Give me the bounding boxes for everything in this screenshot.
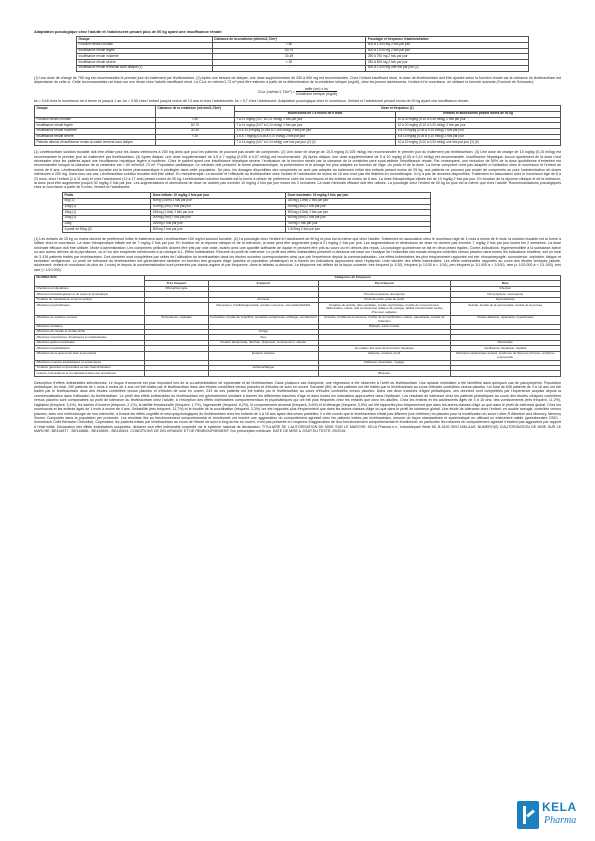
table1-title: Adaptation posologique chez l'adulte et l'adolescent pesant plus de 50 kg ayant une insuffisance rénale: — [34, 30, 223, 34]
table-cell: Perte de poids, prise de poids — [319, 297, 451, 302]
table-cell: Insuffisance hépatique, hépatite — [450, 346, 560, 351]
table-cell: 180mg (1,8ml) 2 fois par jour — [286, 198, 431, 204]
table-cell: 600mg (6ml) 2 fois par jour — [286, 215, 431, 221]
table-cell: Pancréatite — [450, 340, 560, 345]
table-cell: 500 à 1.500 mg 2 fois par jour — [366, 43, 529, 49]
table-cell: Insuffisance rénale modérée — [77, 54, 213, 60]
table-cell: 450mg (4,5ml) 2 fois par jour — [286, 210, 431, 216]
table-cell — [450, 371, 560, 376]
table-cell: Affections oculaires — [35, 324, 145, 329]
table-cell: Thrombocytopénie, leucopénie — [319, 292, 451, 297]
table-row — [35, 315, 561, 324]
header-cell: Catégories de fréquence — [145, 275, 561, 281]
table-cell: 3,5 à 10,5 mg/kg (0,035 à 0,105 ml/kg) 2 fois par jour — [234, 129, 395, 135]
formula-left: CLcr (ml/min/1,73m²) = — [257, 89, 295, 94]
table-cell: 500 à 1.000 mg une fois par jour (2) — [366, 65, 529, 71]
formula-numerator: taille (cm) x ks — [296, 87, 337, 92]
table-cell: Insuffisance rénale terminale sous dialyse (1) — [77, 65, 213, 71]
table-cell: 3,5 à 7 mg/kg (0,035 à 0,07 ml/kg) 2 fois par jour — [234, 134, 395, 140]
table-cell: 60mg (0,6ml) 2 fois par jour — [151, 198, 286, 204]
header-cell: Enfants et adolescents pesant moins de 50 kg — [396, 112, 561, 118]
table-cell: 25kg — [63, 221, 151, 227]
table-cell: Insuffisance rénale légère — [77, 48, 213, 54]
table-cell — [145, 303, 208, 316]
table-cell: Affections psychiatriques — [35, 303, 145, 316]
table-cell: Convulsion, trouble de l'équilibre, sensation vertigineuse, léthargie, tremblement — [208, 315, 318, 324]
table-cell: Lésions, intoxications et complications liées aux procédures — [35, 371, 145, 376]
table-cell: Insuffisance rénale modérée — [35, 129, 156, 135]
table-cell: 50-79 — [212, 48, 366, 54]
table-cell: Troubles généraux et anomalies au site d'administration — [35, 365, 145, 370]
table-cell: Fonction rénale normale — [35, 117, 156, 123]
table-cell: Faiblesse musculaire, myalgie — [319, 360, 451, 365]
table-cell: Amnésie, trouble de la mémoire, trouble de la coordination / ataxie, paresthésie, trouble de l'attention — [319, 315, 451, 324]
table-cell: 250 à 500 mg 2 fois par jour — [366, 60, 529, 66]
table-cell: - — [155, 140, 234, 146]
ks-paragraph: ks = 0,45 chez le nourrisson né à terme et jusqu'à 1 an; ks = 0,55 chez l'enfant jusqu'à moins de 13 ans et chez l'adolescente; ks = 0,7 chez l'adolescent. Adaptation posologique chez le nourrisson, l'enfant et l'adolescent pesant moins de 50 kg ayant une insuffisance rénale: — [34, 98, 469, 103]
table-cell: Rhinopharyngite — [145, 287, 208, 292]
header-cell: Dose et fréquence (1) — [234, 106, 560, 112]
table-cell: Pancytopénie, neutropénie — [450, 292, 560, 297]
header-cell: Clairance de la créatinine (ml/ min/1,73m²) — [155, 106, 234, 117]
table-cell: Affections du système nerveux — [35, 315, 145, 324]
table-cell: Tentative de suicide, idée suicidaire, trouble psychotique, trouble du comportement, hallucination, colère, état confusionnel, attaque de panique, labilité émotionnelle/ sautes d'humeur, agitation — [319, 303, 451, 316]
table-cell: 6kg (1) — [63, 198, 151, 204]
weight-dose-table — [62, 192, 431, 233]
table-cell: 250mg 2 fois par jour — [151, 221, 286, 227]
table-cell: Suicide, trouble de la personnalité, trouble de la pensée — [450, 303, 560, 316]
table-cell: Affections gastro-intestinales — [35, 340, 145, 345]
table-cell: 20kg (1) — [63, 215, 151, 221]
header-cell: Rare — [450, 281, 560, 287]
table-cell: > 80 — [212, 43, 366, 49]
table-cell: Nécrolyse épidermique toxique, syndrome de Stevens-Johnson, érythème polymorphe — [450, 351, 560, 360]
adverse-effects-table — [34, 275, 561, 377]
table-cell: Fonction rénale normale — [77, 43, 213, 49]
table-cell: Douleur abdominale, diarrhée, dyspepsie, vomissement, nausée — [208, 340, 318, 345]
table-cell: Affections de l'oreille et du labyrinthe — [35, 330, 145, 335]
table-cell: Patients atteints d'insuffisance rénale au stade terminal sous dialyse — [35, 140, 156, 146]
formula-denominator: Créatinine sérique (mg/dl) — [295, 92, 338, 97]
table-cell: Infections et infestations — [35, 287, 145, 292]
table-cell — [208, 371, 318, 376]
table-cell: Dépression, hostilité/agressivité, anxiété, insomnie, nervosité/irritabilité — [208, 303, 318, 316]
table-cell: 30-49 — [212, 54, 366, 60]
logo-sub: Pharma — [544, 815, 577, 826]
table-cell: 30-49 — [155, 129, 234, 135]
table-cell: Anomalies des tests de la fonction hépatique — [319, 346, 451, 351]
table-cell: Troubles du métabolisme et de la nutrition — [35, 297, 145, 302]
table-cell: 7 à 14 mg/kg (0,07 à 0,14 ml/kg) une fois par jour (2) (4) — [234, 140, 395, 146]
table-cell: Vertige — [208, 330, 318, 335]
table-cell: Affections hépatobiliaires — [35, 346, 145, 351]
header-cell: Nourrissons de 1 à moins de 6 mois — [234, 112, 395, 118]
adverse-intro-paragraph: (1) Les enfants de 25 kg ou moins doivent de préférence initier le traitement avec Lévétiracétam 100 mg/ml solution buvable. (2) La posologie chez l'enfant et l'adolescent de 50 kg et plus est la même que chez l'adulte. Traitement en association chez le nourrisson âgé de 1 mois à moins de 6 mois: la solution buvable est la forme à utiliser chez le nourrisson. La dose thérapeutique initiale est de 7 mg/kg 2 fois par jour. En fonction de la réponse clinique et de la tolérance, la dose peut être augmentée jusqu'à 21 mg/kg 2 fois par jour. Les augmentations et diminutions de dose ne doivent pas excéder 7 mg/kg 2 fois par jour toutes les 2 semaines. La dose minimale efficace doit être utilisée. Mode d'administration: Les comprimés pelliculés doivent être pris par voie orale, avalés avec une quantité suffisante de liquide et peuvent être pris au cours ou en dehors des repas. La posologie quotidienne se fait en deux prises égales. Contre-indications: Hypersensibilité à la substance active ou aux autres dérivés de la pyrrolidone, ou à l'un des excipients mentionnés à la rubrique 6.1. Effets indésirables: Résumé du profil de tolérance: Le profil des effets indésirables présenté ci-dessous est basé sur l'analyse de l'ensemble des essais cliniques contrôlés versus placebo dans toutes les indications étudiées, soit un total de 3 416 patients traités par lévétiracétam. Ces données sont complétées par celles de l'utilisation du lévétiracétam dans les études ouvertes correspondantes ainsi que par l'expérience depuis la commercialisation. Les effets indésirables les plus fréquemment rapportés ont été: rhinopharyngite, somnolence, céphalée, fatigue et sensation vertigineuse. Le profil de tolérance du lévétiracétam est généralement similaire en fonction des groupes d'âge (adultes et population pédiatrique) et à travers les indications approuvées dans l'épilepsie. Liste tabulée des effets indésirables: Les effets indésirables rapportés au cours des études cliniques (adulte, adolescent, enfant et nourrisson de plus de 1 mois) et depuis la commercialisation sont présentés par classe-organe et par fréquence, dans le tableau ci-dessous. La fréquence est définie de la façon suivante: très fréquent (≥ 1/10), fréquent (≥ 1/100 à < 1/10), peu fréquent (≥ 1/1.000 à < 1/100), rare (≥ 1/10.000 à < 1/1.000), très rare (< 1/10.000). — [34, 237, 561, 272]
table-row — [63, 227, 431, 233]
table-cell: 100mg (1ml) 2 fois par jour — [151, 204, 286, 210]
table-row — [35, 303, 561, 316]
table-cell — [145, 351, 208, 360]
table-cell: Affections hématologiques et du système lymphatique — [35, 292, 145, 297]
header-cell: Clairance de la créatinine (ml/min/1,73m²) — [212, 37, 366, 43]
table-cell: A partir de 50kg (2) — [63, 227, 151, 233]
table-cell: 500 à 1.000 mg 2 fois par jour — [366, 48, 529, 54]
formula-fraction — [296, 87, 337, 97]
table-row — [35, 371, 561, 376]
table-cell: > 80 — [155, 117, 234, 123]
table-cell: 50-79 — [155, 123, 234, 129]
adverse-effects-section — [34, 275, 561, 377]
pediatric-safety-paragraph: Description d'effets indésirables sélectionnés: Le risque d'anorexie est plus important lors de la co-administration de topiramate et de lévétiracétam. Dans plusieurs cas d'alopécie, une régression a été observée à l'arrêt du lévétiracétam. Une aplasie médullaire a été identifiée dans quelques cas de pancytopénie. Population pédiatrique: Au total, 190 patients de 1 mois à moins de 4 ans ont été traités par le lévétiracétam dans des études contrôlées versus placebo et d'études de suivi en ouvert. Soixante (60) de ces patients ont été traités par le lévétiracétam au cours d'études contrôlées versus placebo. Un total de 645 patients de 4 à 16 ans ont été traités par le lévétiracétam dans des études contrôlées versus placebo et d'études de suivi en ouvert. 233 de ces patients ont été traités par le lévétiracétam au cours d'études contrôlées versus placebo. Dans ces deux tranches d'âges pédiatriques, ces données sont complétées par l'expérience acquise depuis la commercialisation dans l'utilisation du lévétiracétam. Le profil des effets indésirables du lévétiracétam est généralement similaire à travers les différentes tranches d'âge et dans toutes les indications approuvées dans l'épilepsie. Les résultats de tolérance chez les patients pédiatriques au cours des études cliniques contrôlées versus placebo sont comparables au profil de tolérance du lévétiracétam chez l'adulte, à l'exception des effets indésirables comportementaux et psychiatriques qui ont été plus fréquents chez les enfants que chez les adultes. Chez les enfants et les adolescents âgés de 4 à 16 ans, des vomissements (très fréquent, 11,2%), l'agitation (fréquent, 3,4%), les sautes d'humeur (fréquent, 2,1%), la labilité émotionnelle (fréquent, 1,7%), l'agressivité (fréquent, 8,2%), le comportement anormal (fréquent, 5,6%) et la léthargie (fréquent, 3,9%) ont été rapportés plus fréquemment que dans les autres classes d'âge ou que dans le profil de tolérance global. Chez les nourrissons et les enfants âgés de 1 mois à moins de 4 ans, l'irritabilité (très fréquent, 11,7%) et le trouble de la coordination (fréquent, 3,3%) ont été rapportés plus fréquemment que dans les autres classes d'âge ou que dans le profil de tolérance global. Une étude de tolérance chez l'enfant, en double aveugle, contrôlée versus placebo, avec une méthodologie de non-infériorité, a évalué les effets cognitifs et neuropsychologiques du lévétiracétam chez les enfants de 4 à 16 ans ayant des crises partielles. Il a été conclu que le lévétiracétam n'était pas différent (non inférieur) du placebo pour la modification du score Leiter-R Attention and Memory, Memory Screen Composite dans la population per protocole. Les résultats liés au fonctionnement comportemental et émotionnel ont montré une aggravation du comportement agressif chez les patients traités par lévétiracétam, mesuré de façon standardisée et systématique en utilisant un instrument validé (questionnaire CBCL - Achenbach Child Behavior Checklist). Cependant, les patients traités par lévétiracétam au cours de l'étude de suivi à long terme en ouvert, n'ont pas présenté en moyenne d'aggravation de leur fonctionnement comportemental et émotionnel; en particulier les mesures du comportement agressif n'étaient pas aggravées par rapport à l'état initial. Déclaration des effets indésirables suspectés: déclarez tout effet indésirable suspecté via le système national de déclaration. TITULAIRE DE L'AUTORISATION DE MISE SUR LE MARCHE: KELA Pharma n.v., Industriepark West 68, B-9100 SINT-NIKLAAS. NUMERO(S) D'AUTORISATION DE MISE SUR LE MARCHE: BE416877 - BE416886 - BE416895 - BE416904. CONDITIONS DE DELIVRANCE ET DE REMBOURSEMENT: Sur prescription médicale. DATE DE MISE A JOUR DU TEXTE: 09/2016. — [34, 380, 561, 434]
table-cell: 500mg 2 fois par jour — [151, 227, 286, 233]
table-cell: Alopécie, eczéma, prurit — [319, 351, 451, 360]
table-cell — [145, 371, 208, 376]
schwartz-formula — [34, 87, 561, 97]
table-cell: 150mg (1,5ml) 2 fois par jour — [151, 210, 286, 216]
table-cell: Diplopie, vision trouble — [319, 324, 451, 329]
table-cell: Choréo-athétose, dyskinésie, hyperkinésie — [450, 315, 560, 324]
table-cell: 250 à 750 mg 2 fois par jour — [366, 54, 529, 60]
table-row — [35, 140, 561, 146]
header-cell: Dose maximale: 30 mg/kg 2 fois par jour — [286, 193, 431, 199]
table-cell: Affections musculo-squelettiques et systémiques — [35, 360, 145, 365]
table-cell: - — [212, 65, 366, 71]
pediatric-renal-dose-section — [34, 105, 561, 146]
table-cell: 750mg 2 fois par jour — [286, 221, 431, 227]
table-cell: Infection — [450, 287, 560, 292]
table-cell: 10 à 20 mg/kg (0,10 à 0,20 ml/kg) une fois par jour (3) (5) — [396, 140, 561, 146]
header-cell: Peu fréquent — [319, 281, 451, 287]
pediatric-notes-paragraph: (1) Levétiracétam solution buvable doit être utilisé pour les doses inférieures à 250 mg ainsi que pour les patients ne pouvant pas avaler de comprimés. (2) Une dose de charge de 10,5 mg/kg (0,105 ml/kg) est recommandée le premier jour du traitement par lévétiracétam. (3) Une dose de charge de 15 mg/kg (0,15 ml/kg) est recommandée le premier jour du traitement par lévétiracétam. (4) Après dialyse, une dose supplémentaire de 3,5 à 7 mg/kg (0,035 à 0,07 ml/kg) est recommandée. (5) Après dialyse, une dose supplémentaire de 5 à 10 mg/kg (0,05 à 0,10 ml/kg) est recommandée. Insuffisance hépatique: Aucun ajustement de la dose n'est nécessaire chez les patients ayant une insuffisance hépatique légère à modérée. Chez le patient ayant une insuffisance hépatique sévère, l'évaluation de la fonction rénale par la clairance de la créatinine peut sous-estimer l'insuffisance rénale. Par conséquent, une réduction de 50% de la dose quotidienne d'entretien est recommandée lorsque la clairance de la créatinine est < 60 ml/min/1,73 m². Population pédiatrique: Le médecin doit prescrire la forme pharmaceutique, la présentation et le dosage les plus adaptés en fonction de l'âge, du poids et de la dose. La forme comprimé n'est pas adaptée à l'utilisation chez le nourrisson et l'enfant de moins de 6 ans. Lévétiracétam solution buvable est la forme pharmaceutique à privilégier dans cette population. De plus, les dosages disponibles des comprimés ne sont pas adaptés au traitement initial des enfants pesant moins de 25 kg, aux patients ne pouvant pas avaler de comprimés ou pour l'administration de doses inférieures à 250 mg. Dans tous ces cas, Lévétiracétam solution buvable doit être utilisé. En monothérapie: La sécurité et l'efficacité du lévétiracétam chez l'enfant et l'adolescent de moins de 16 ans n'ont pas été établies en monothérapie. Il n'y a pas de données disponibles. Traitement en association chez le nourrisson âgé de 6 à 23 mois, chez l'enfant (2 à 11 ans) et chez l'adolescent (12 à 17 ans) pesant moins de 50 kg: Lévétiracétam solution buvable est la forme à utiliser de préférence chez les nourrissons et les enfants de moins de 6 ans. La dose thérapeutique initiale est de 10 mg/kg 2 fois par jour. En fonction de la réponse clinique et de la tolérance, la dose peut être augmentée jusqu'à 30 mg/kg 2 fois par jour. Les augmentations et diminutions de dose ne doivent pas excéder 10 mg/kg 2 fois par jour toutes les 2 semaines. La dose minimale efficace doit être utilisée. La posologie chez l'enfant de 50 kg ou plus est la même que chez l'adulte. Recommandations posologiques chez le nourrisson à partir de 6 mois, l'enfant et l'adolescent: — [34, 150, 561, 190]
table-cell: 5 à 10 mg/kg (0,05 à 0,10 ml/kg) 2 fois par jour — [396, 134, 561, 140]
header-cell: Dose initiale: 10 mg/kg 2 fois par jour — [151, 193, 286, 199]
table-cell: < 30 — [155, 134, 234, 140]
kela-logo-mark-icon — [517, 801, 539, 829]
table-cell: Asthénie/fatigue — [208, 365, 318, 370]
table-cell: 7 à 21 mg/kg (0,07 à 0,21 ml/kg) 2 fois par jour — [234, 117, 395, 123]
table-cell: Blessure — [319, 371, 451, 376]
header-cell: Posologie et fréquence d'administration — [366, 37, 529, 43]
table-cell: < 30 — [212, 60, 366, 66]
table-cell: Eruption cutanée — [208, 351, 318, 360]
table-cell: 5 à 15 mg/kg (0,05 à 0,15 ml/kg) 2 fois par jour — [396, 129, 561, 135]
renal-notes-paragraph: (1) Une dose de charge de 750 mg est recommandée le premier jour du traitement par lévétiracétam. (2) Après une séance de dialyse, une dose supplémentaire de 250 à 500 mg est recommandée. Chez l'enfant insuffisant rénal, la dose de lévétiracétam doit être ajustée selon la fonction rénale car la clairance du lévétiracétam est dépendante de celle-ci. Cette recommandation se base sur une étude chez l'adulte insuffisant rénal. La CLcr en ml/min/1,73 m² peut être estimée à partir de la détermination de la créatinine sérique (mg/dl), chez les jeunes adolescents, l'enfant et le nourrisson, en utilisant la formule suivante (Formule de Schwartz): — [34, 75, 561, 84]
table-cell: Insuffisance rénale légère — [35, 123, 156, 129]
header-cell: MedDRA SOC — [35, 275, 145, 286]
table-cell: Affections respiratoires, thoraciques et médiastinales — [35, 335, 145, 340]
weight-dose-section — [34, 192, 561, 233]
table-cell: Somnolence, céphalée — [145, 315, 208, 324]
header-cell: Très fréquent — [145, 281, 208, 287]
table-cell: Toux — [208, 335, 318, 340]
table-cell: 10kg (1) — [63, 204, 151, 210]
table-cell: Affections de la peau et du tissu sous-cutané — [35, 351, 145, 360]
adult-renal-dose-section — [34, 30, 561, 72]
header-cell: Fréquent — [208, 281, 318, 287]
table-cell: Hyponatrémie — [450, 297, 560, 302]
table-cell: 10 à 30 mg/kg (0,10 à 0,30 ml/kg) 2 fois par jour — [396, 117, 561, 123]
table-cell: 300mg (3ml) 2 fois par jour — [286, 204, 431, 210]
table-cell: Insuffisance rénale sévère — [77, 60, 213, 66]
header-cell: Groupe — [77, 37, 213, 43]
table-cell: 10 à 20 mg/kg (0,10 à 0,20 ml/kg) 2 fois par jour — [396, 123, 561, 129]
table-cell: 1.500mg 2 fois par jour — [286, 227, 431, 233]
table-cell: 15kg (1) — [63, 210, 151, 216]
leaflet-page — [34, 30, 561, 436]
adult-renal-dose-table — [76, 36, 529, 71]
header-cell: Groupe — [35, 106, 156, 117]
table-row — [77, 65, 529, 71]
table-row — [35, 351, 561, 360]
table-cell: Anorexie — [208, 297, 318, 302]
header-cell: Poids — [63, 193, 151, 199]
table-cell: Insuffisance rénale sévère — [35, 134, 156, 140]
pediatric-renal-dose-table — [34, 105, 561, 146]
logo-brand: KELA — [542, 800, 577, 814]
table-cell: 7 à 14 mg/kg (0,07 à 0,14 ml/kg) 2 fois par jour — [234, 123, 395, 129]
kela-pharma-logo — [517, 795, 575, 837]
table-cell: 200mg (2ml) 2 fois par jour — [151, 215, 286, 221]
